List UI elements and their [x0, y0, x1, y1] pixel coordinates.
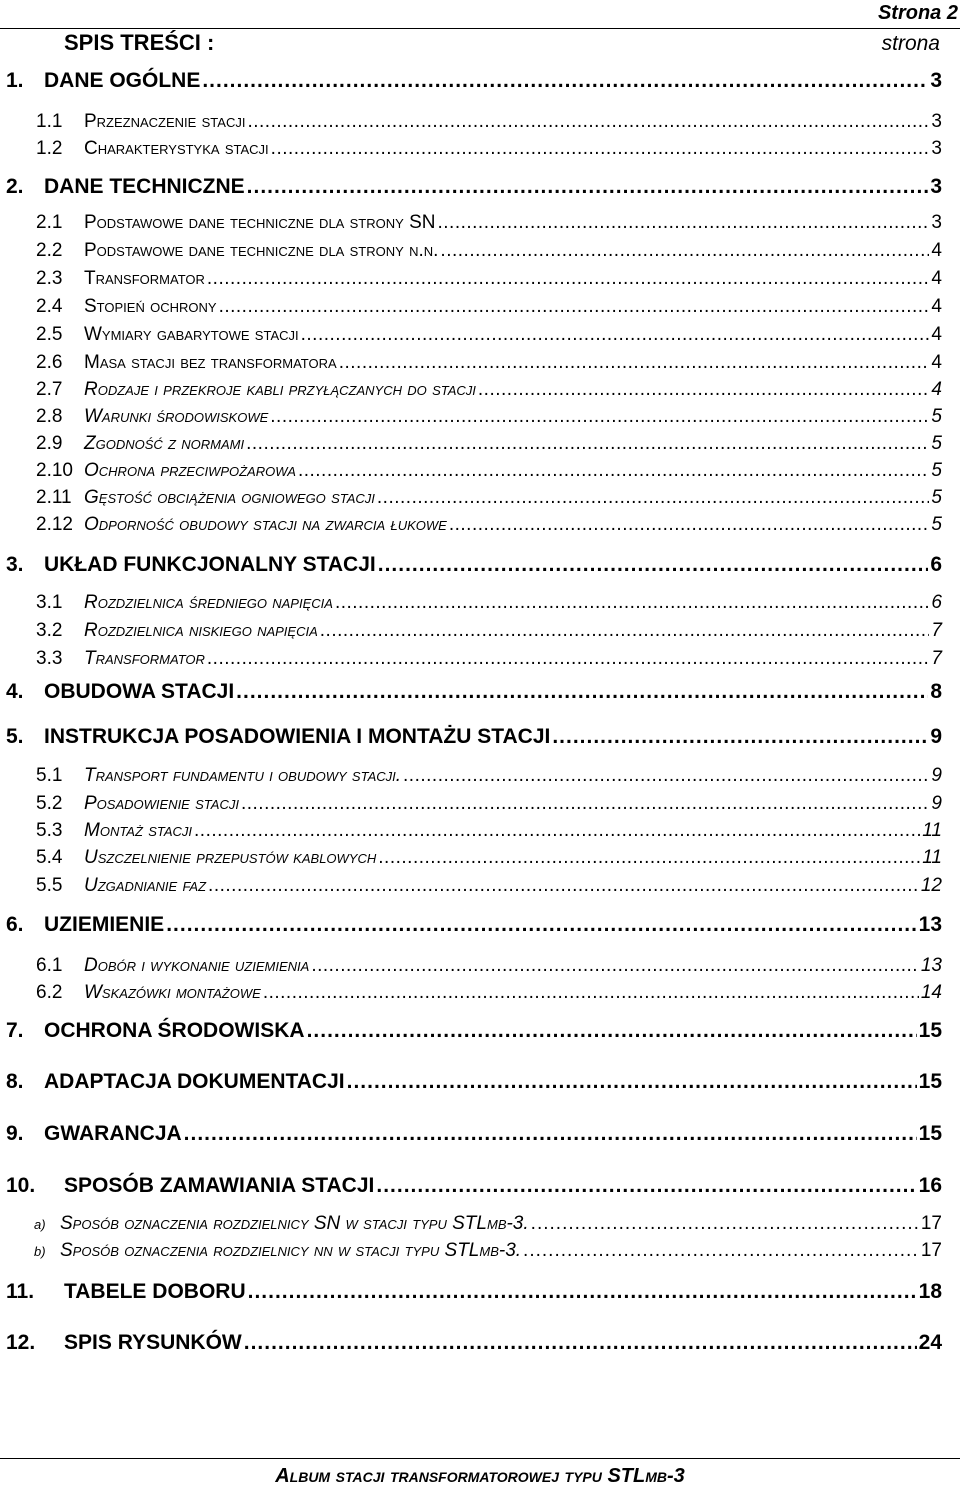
toc-entry-page: 15 — [918, 1019, 942, 1042]
toc-entry-number: 3.3 — [36, 648, 63, 669]
toc-entry[interactable] — [6, 1331, 942, 1355]
toc-entry[interactable] — [34, 1213, 942, 1235]
toc-entry-title: UZIEMIENIE — [44, 913, 165, 936]
toc-entry-title: Przeznaczenie stacji — [84, 111, 246, 132]
toc-entry-title: Montaż stacji — [84, 820, 193, 841]
toc-entry-number: 2.5 — [36, 324, 63, 345]
toc-entry[interactable] — [6, 1280, 942, 1304]
toc-entry-number: b) — [34, 1244, 46, 1259]
toc-entry-page: 16 — [918, 1174, 942, 1197]
toc-entry-page: 7 — [931, 620, 942, 641]
toc-entry-page: 6 — [930, 553, 942, 576]
toc-entry-title: GWARANCJA — [44, 1122, 182, 1145]
toc-entry-title: TABELE DOBORU — [64, 1280, 246, 1303]
toc-entry-number: 2.10 — [36, 460, 73, 481]
toc-entry-title: SPIS RYSUNKÓW — [64, 1331, 242, 1354]
toc-entry[interactable] — [36, 460, 942, 482]
toc-entry-title: Posadowienie stacji — [84, 793, 239, 814]
toc-entry-page: 5 — [931, 406, 942, 427]
toc-entry[interactable] — [6, 1174, 942, 1198]
toc-entry-number: 5. — [6, 725, 24, 748]
toc-entry-number: 5.5 — [36, 875, 63, 896]
page-footer — [0, 1458, 960, 1488]
toc-entry-title: Podstawowe dane techniczne dla strony n.n. — [84, 240, 439, 261]
toc-entry[interactable] — [6, 1070, 942, 1094]
toc-entry-title: Transformator — [84, 268, 205, 289]
toc-entry-title: Rozdzielnica średniego napięcia — [84, 592, 333, 613]
toc-entry-number: 2.1 — [36, 212, 63, 233]
toc-entry-page: 18 — [918, 1280, 942, 1303]
toc-entry-page: 4 — [931, 324, 942, 345]
toc-entry-title: Uzgadnianie faz — [84, 875, 207, 896]
toc-entry-title: OCHRONA ŚRODOWISKA — [44, 1019, 305, 1042]
toc-entry-number: 3.2 — [36, 620, 63, 641]
toc-entry-title: Masa stacji bez transformatora — [84, 352, 337, 373]
toc-entry-page: 4 — [931, 379, 942, 400]
toc-entry-title: Sposób oznaczenia rozdzielnicy SN w stacji typu STLmb-3. — [60, 1213, 529, 1234]
toc-entry-page: 7 — [931, 648, 942, 669]
toc-entry-page: 5 — [931, 460, 942, 481]
toc-entry-title: OBUDOWA STACJI — [44, 680, 235, 703]
toc-title: SPIS TREŚCI : — [64, 30, 215, 55]
toc-entry-title: SPOSÓB ZAMAWIANIA STACJI — [64, 1174, 375, 1197]
toc-entry-title: ADAPTACJA DOKUMENTACJI — [44, 1070, 345, 1093]
toc-entry[interactable] — [36, 268, 942, 290]
toc-entry-title: Sposób oznaczenia rozdzielnicy nn w stacji typu STLmb-3. — [60, 1240, 522, 1261]
toc-entry[interactable] — [36, 820, 942, 842]
toc-entry-number: 10. — [6, 1174, 36, 1197]
toc-entry-title: Charakterystyka stacji — [84, 138, 269, 159]
toc-entry[interactable] — [6, 1122, 942, 1146]
toc-entry-page: 9 — [931, 765, 942, 786]
toc-entry[interactable] — [36, 296, 942, 318]
page-column-label: strona — [881, 32, 940, 55]
toc-entry[interactable] — [36, 111, 942, 133]
toc-entry-title: UKŁAD FUNKCJONALNY STACJI — [44, 553, 376, 576]
page-header — [0, 2, 960, 29]
toc-entry-page: 11 — [922, 820, 942, 841]
toc-entry[interactable] — [36, 847, 942, 869]
toc-entry[interactable] — [36, 648, 942, 670]
toc-entry-title: Rodzaje i przekroje kabli przyłączanych do stacji — [84, 379, 476, 400]
toc-entry-title: Stopień ochrony — [84, 296, 217, 317]
toc-entry-page: 6 — [931, 592, 942, 613]
toc-entry-number: 2.9 — [36, 433, 63, 454]
toc-entry-page: 4 — [931, 240, 942, 261]
toc-entry-title: Transformator — [84, 648, 205, 669]
toc-entry-number: 8. — [6, 1070, 24, 1093]
toc-entry-number: a) — [34, 1217, 46, 1232]
toc-entry-number: 1.2 — [36, 138, 63, 159]
toc-entry-page: 3 — [930, 175, 942, 198]
toc-entry-page: 5 — [931, 514, 942, 535]
toc-entry-page: 14 — [920, 982, 942, 1003]
toc-entry[interactable] — [36, 514, 942, 536]
toc-entry[interactable] — [36, 212, 942, 234]
toc-entry-number: 9. — [6, 1122, 24, 1145]
toc-entry-number: 2.3 — [36, 268, 63, 289]
toc-entry[interactable] — [34, 1240, 942, 1262]
toc-entry[interactable] — [36, 955, 942, 977]
toc-entry-page: 3 — [931, 212, 942, 233]
toc-entry[interactable] — [36, 982, 942, 1004]
toc-entry[interactable] — [6, 175, 942, 199]
toc-entry-number: 7. — [6, 1019, 24, 1042]
toc-entry-number: 6. — [6, 913, 24, 936]
toc-entry-number: 5.3 — [36, 820, 63, 841]
toc-entry-number: 2.2 — [36, 240, 63, 261]
toc-entry[interactable] — [36, 875, 942, 897]
toc-entry[interactable] — [36, 352, 942, 374]
toc-entry-number: 1.1 — [36, 111, 63, 132]
toc-entry-title: Warunki środowiskowe — [84, 406, 269, 427]
toc-entry-page: 12 — [920, 875, 942, 896]
toc-entry-page: 9 — [930, 725, 942, 748]
toc-entry-number: 6.1 — [36, 955, 63, 976]
toc-entry-page: 4 — [931, 352, 942, 373]
toc-entry-page: 13 — [918, 913, 942, 936]
toc-entry[interactable] — [6, 553, 942, 577]
page-number: Strona 2 — [877, 2, 958, 24]
toc-entry-title: Odporność obudowy stacji na zwarcia łukowe — [84, 514, 447, 535]
toc-entry-page: 15 — [918, 1122, 942, 1145]
toc-entry-number: 5.2 — [36, 793, 63, 814]
toc-entry-number: 3.1 — [36, 592, 63, 613]
toc-entry-title: Podstawowe dane techniczne dla strony SN — [84, 212, 436, 233]
toc-entry-number: 2.12 — [36, 514, 73, 535]
toc-entry-title: Transport fundamentu i obudowy stacji. — [84, 765, 402, 786]
toc-entry[interactable] — [36, 406, 942, 428]
toc-entry[interactable] — [36, 793, 942, 815]
toc-entry-number: 2.7 — [36, 379, 63, 400]
toc-entry-page: 17 — [920, 1213, 942, 1234]
toc-entry[interactable] — [36, 324, 942, 346]
toc-entry[interactable] — [36, 592, 942, 614]
toc-entry-page: 5 — [931, 433, 942, 454]
toc-entry-page: 3 — [931, 138, 942, 159]
toc-entry-number: 5.1 — [36, 765, 63, 786]
toc-entry-number: 4. — [6, 680, 24, 703]
toc-entry-title: Gęstość obciążenia ogniowego stacji — [84, 487, 375, 508]
toc-entry-number: 2.6 — [36, 352, 63, 373]
toc-entry-title: DANE TECHNICZNE — [44, 175, 245, 198]
toc-entry-page: 17 — [920, 1240, 942, 1261]
toc-entry-number: 6.2 — [36, 982, 63, 1003]
toc-entry-number: 12. — [6, 1331, 36, 1354]
toc-entry-title: Wymiary gabarytowe stacji — [84, 324, 299, 345]
toc-entry-title: DANE OGÓLNE — [44, 69, 201, 92]
toc-entry-page: 5 — [931, 487, 942, 508]
toc-entry[interactable] — [36, 240, 942, 262]
toc-entry-page: 11 — [922, 847, 942, 868]
toc-entry[interactable] — [36, 765, 942, 787]
toc-entry-number: 3. — [6, 553, 24, 576]
toc-entry[interactable] — [6, 725, 942, 749]
toc-entry-title: Zgodność z normami — [84, 433, 245, 454]
toc-entry-title: Ochrona przeciwpożarowa — [84, 460, 296, 481]
toc-entry-page: 15 — [918, 1070, 942, 1093]
toc-entry-number: 11. — [6, 1280, 35, 1303]
toc-entry[interactable] — [6, 913, 942, 937]
toc-entry-title: Wskazówki montażowe — [84, 982, 261, 1003]
toc-entry-number: 2.8 — [36, 406, 63, 427]
toc-entry-page: 8 — [930, 680, 942, 703]
toc-entry[interactable] — [36, 433, 942, 455]
toc-entry[interactable] — [36, 379, 942, 401]
toc-entry-page: 3 — [931, 111, 942, 132]
toc-entry-number: 1. — [6, 69, 24, 92]
toc-entry-title: Dobór i wykonanie uziemienia — [84, 955, 310, 976]
toc-entry[interactable] — [36, 487, 942, 509]
toc-entry-number: 2.4 — [36, 296, 63, 317]
toc-entry-page: 4 — [931, 268, 942, 289]
toc-entry-title: Uszczelnienie przepustów kablowych — [84, 847, 377, 868]
toc-entry-page: 3 — [930, 69, 942, 92]
toc-entry-title: Rozdzielnica niskiego napięcia — [84, 620, 318, 641]
toc-entry-page: 4 — [931, 296, 942, 317]
toc-entry[interactable] — [36, 620, 942, 642]
toc-entry-title: INSTRUKCJA POSADOWIENIA I MONTAŻU STACJI — [44, 725, 551, 748]
toc-entry[interactable] — [6, 680, 942, 704]
toc-entry-number: 2. — [6, 175, 24, 198]
toc-entry-page: 13 — [920, 955, 942, 976]
toc-entry-page: 9 — [931, 793, 942, 814]
toc-entry-number: 2.11 — [36, 487, 72, 508]
toc-entry-page: 24 — [918, 1331, 942, 1354]
toc-entry[interactable] — [6, 1019, 942, 1043]
toc-entry[interactable] — [36, 138, 942, 160]
toc-entry[interactable] — [6, 69, 942, 93]
footer-title: Album stacji transformatorowej typu STLmb-3 — [275, 1465, 685, 1487]
toc-entry-number: 5.4 — [36, 847, 63, 868]
